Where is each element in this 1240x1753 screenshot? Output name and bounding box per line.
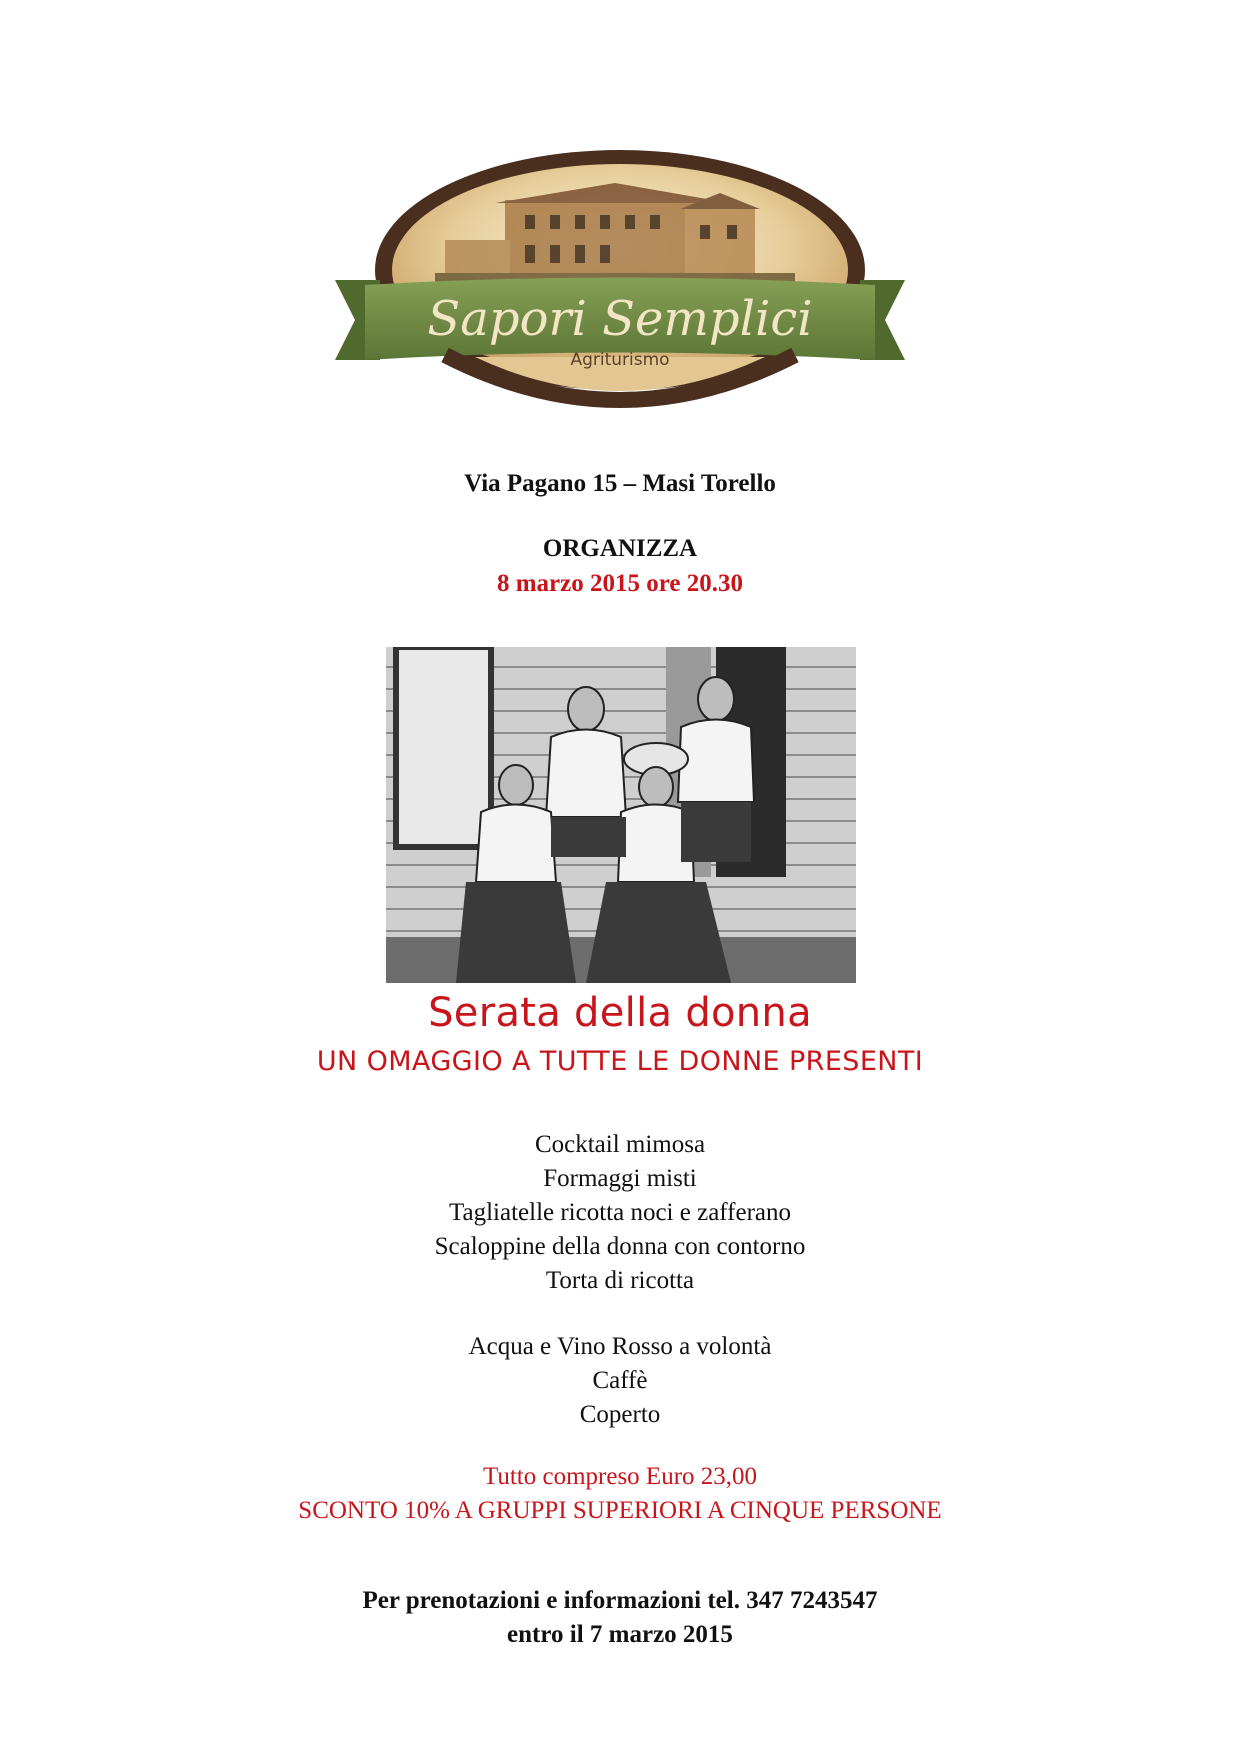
menu-item: Scaloppine della donna con contorno	[434, 1233, 806, 1260]
event-subtitle: UN OMAGGIO A TUTTE LE DONNE PRESENTI	[316, 1046, 924, 1077]
discount-text: SCONTO 10% A GRUPPI SUPERIORI A CINQUE PERSONE	[298, 1497, 942, 1524]
address: Via Pagano 15 – Masi Torello	[464, 470, 776, 497]
menu-list	[0, 1128, 1240, 1298]
menu-item: Tagliatelle ricotta noci e zafferano	[448, 1199, 792, 1226]
price-text: Tutto compreso Euro 23,00	[482, 1463, 758, 1490]
organizer-line: ORGANIZZA	[542, 535, 698, 562]
included-item: Caffè	[592, 1367, 648, 1394]
menu-item: Cocktail mimosa	[534, 1131, 706, 1158]
logo-tagline: Agriturismo	[570, 350, 670, 370]
contact-phone: Per prenotazioni e informazioni tel. 347 7243547	[362, 1587, 878, 1614]
event-title: Serata della donna	[428, 990, 812, 1036]
agriturismo-logo	[335, 145, 905, 445]
menu-item: Torta di ricotta	[545, 1267, 695, 1294]
included-item: Acqua e Vino Rosso a volontà	[468, 1333, 772, 1360]
included-list	[0, 1330, 1240, 1432]
vintage-photo	[386, 647, 856, 983]
included-item: Coperto	[579, 1401, 661, 1428]
event-datetime: 8 marzo 2015 ore 20.30	[496, 570, 743, 597]
logo-name: Sapori Semplici	[427, 291, 813, 347]
menu-item: Formaggi misti	[543, 1165, 697, 1192]
booking-deadline: entro il 7 marzo 2015	[507, 1621, 733, 1648]
